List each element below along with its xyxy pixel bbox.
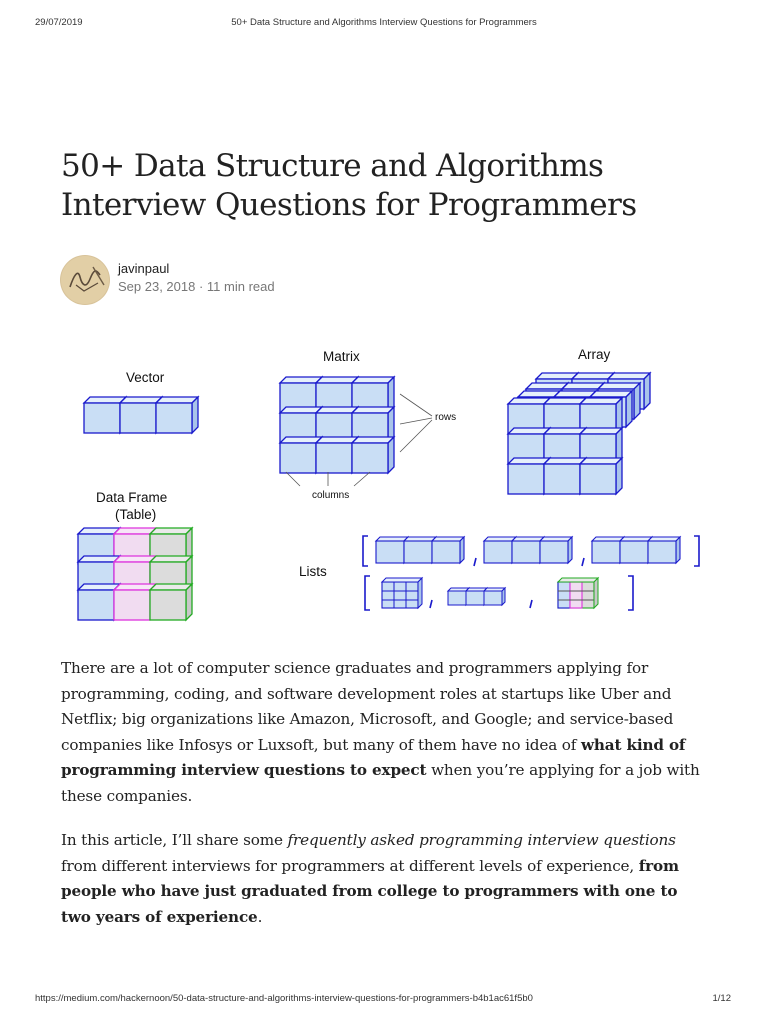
- intro-bold-text: what kind of programming interview questions to expect: [61, 735, 686, 779]
- print-url: https://medium.com/hackernoon/50-data-structure-and-algorithms-interview-questions-for-programmers-b4b1ac61f5b0: [35, 993, 533, 1004]
- print-title: 50+ Data Structure and Algorithms Interview Questions for Programmers: [231, 17, 537, 28]
- lists-label: Lists: [299, 564, 327, 579]
- print-page-number: 1/12: [712, 993, 731, 1004]
- scope-bold-text: from people who have just graduated from college to programmers with one to two years of experience: [61, 856, 679, 926]
- intro-paragraph: [61, 656, 711, 809]
- print-header: [0, 17, 768, 31]
- scope-text-part3: .: [257, 907, 263, 926]
- intro-text-part1: There are a lot of computer science graduates and programmers applying for programming, coding, and software development roles at startups like Uber and Netflix; big organizations like Amazon, Microsoft, and Google; and service-based companies like Infosys or Luxsoft, but many of them have no idea of: [61, 659, 674, 754]
- array-diagram: [508, 373, 650, 494]
- vector-label: Vector: [126, 370, 165, 385]
- vector-diagram: [84, 397, 198, 433]
- columns-label: columns: [312, 490, 350, 501]
- article-meta: Sep 23, 2018 · 11 min read: [118, 279, 275, 294]
- author-avatar[interactable]: [60, 255, 110, 305]
- matrix-label: Matrix: [323, 349, 360, 364]
- array-label: Array: [578, 347, 611, 362]
- author-name-link[interactable]: javinpaul: [118, 261, 170, 276]
- matrix-diagram: [280, 377, 432, 486]
- rows-label: rows: [435, 412, 457, 423]
- scope-italic-text: frequently asked programming interview questions: [287, 831, 676, 849]
- scope-text-part2: from different interviews for programmers at different levels of experience,: [61, 856, 639, 875]
- lists-diagram: [363, 536, 699, 610]
- print-footer: [0, 993, 768, 1007]
- data-frame-diagram: [78, 528, 192, 620]
- data-frame-label: Data Frame: [96, 490, 168, 505]
- scope-text-part1: In this article, I’ll share some: [61, 831, 288, 849]
- avatar-image: [60, 255, 110, 305]
- data-structures-figure: [60, 340, 720, 630]
- intro-text-part2: when you’re applying for a job with these companies.: [61, 761, 700, 805]
- print-date: 29/07/2019: [35, 17, 83, 28]
- data-frame-sublabel: (Table): [115, 507, 157, 522]
- article-title: 50+ Data Structure and Algorithms Interview Questions for Programmers: [61, 148, 637, 223]
- article-scope-paragraph: [61, 828, 711, 930]
